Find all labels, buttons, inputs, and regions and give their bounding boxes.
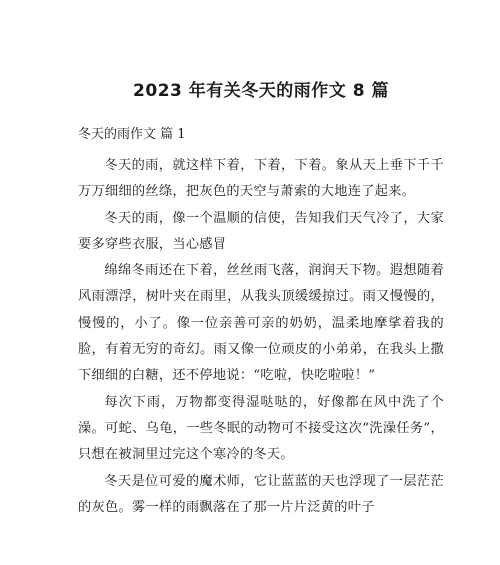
section-heading: 冬天的雨作文 篇 1	[78, 127, 186, 142]
paragraph-3: 绵绵冬雨还在下着，丝丝雨飞落，润润天下物。遐想随着风雨漂浮，树叶夹在雨里，从我头顶缓缓掠过。雨又慢慢的，慢慢的，小了。像一位亲善可亲的奶奶，温柔地摩挲着我的脸，有着无穷的奇幻。雨又像一位顽皮的小弟弟，在我头上撒下细细的白糖，还不停地说：“吃啦，快吃啦啦！”	[78, 263, 444, 384]
paragraph-2: 冬天的雨，像一个温顺的信使，告知我们天气冷了，大家要多穿些衣服，当心感冒	[78, 210, 444, 252]
document-title: 2023 年有关冬天的雨作文 8 篇	[133, 81, 389, 101]
document-body	[78, 153, 444, 521]
paragraph-5: 冬天是位可爱的魔术师，它让蓝蓝的天也浮现了一层茫茫的灰色。雾一样的雨飘落在了那一片片泛黄的叶子	[78, 473, 444, 515]
paragraph-4: 每次下雨，万物都变得湿哒哒的，好像都在风中洗了个澡。可蛇、乌龟，一些冬眠的动物可不接受这次“洗澡任务”，只想在被洞里过完这个寒冷的冬天。	[78, 394, 444, 463]
paragraph-1: 冬天的雨，就这样下着，下着，下着。象从天上垂下千千万万细细的丝绦，把灰色的天空与萧索的大地连了起来。	[78, 158, 444, 200]
